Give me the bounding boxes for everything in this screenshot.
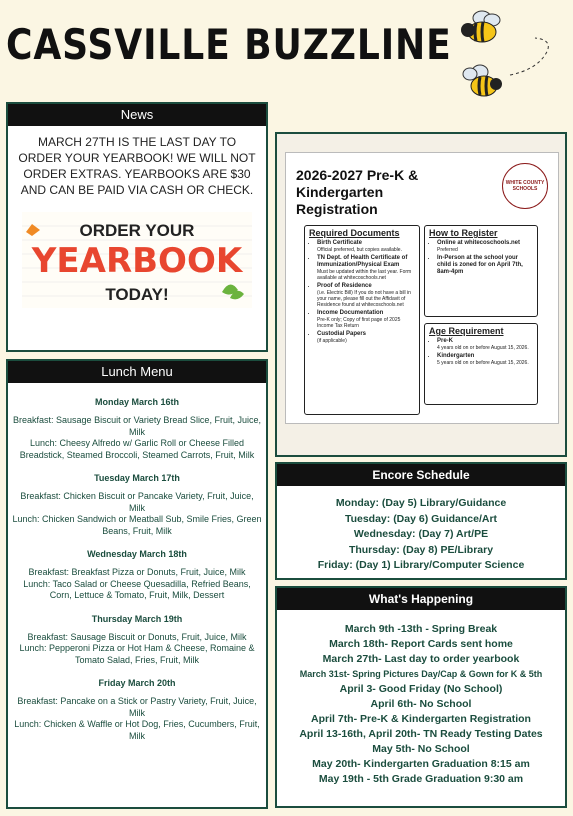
page-title: CASSVILLE BUZZLINE <box>6 20 452 69</box>
required-documents-box <box>304 225 420 415</box>
event-item: March 31st- Spring Pictures Day/Cap & Gown for K & 5th <box>299 669 543 679</box>
encore-item: Thursday: (Day 8) PE/Library <box>348 543 494 556</box>
registration-flyer-panel <box>275 132 567 457</box>
required-heading: Required Documents <box>309 228 400 238</box>
event-item: April 3- Good Friday (No School) <box>339 683 503 695</box>
event-item: May 20th- Kindergarten Graduation 8:15 am <box>312 758 530 770</box>
lunch-lunch: Lunch: Chicken & Waffle or Hot Dog, Fries, Cucumbers, Fruit, Milk <box>14 719 260 741</box>
lunch-lunch: Lunch: Pepperoni Pizza or Hot Ham & Cheese, Romaine & Tomato Salad, Fries, Fruit, Milk <box>19 643 255 665</box>
lunch-day: Monday March 16th <box>94 397 179 407</box>
event-item: March 9th -13th - Spring Break <box>344 623 498 635</box>
bee-icon <box>462 62 506 102</box>
age-heading: Age Requirement <box>429 326 504 336</box>
registration-title: 2026-2027 Pre-K & Kindergarten Registration <box>296 167 419 217</box>
encore-item: Monday: (Day 5) Library/Guidance <box>335 497 507 509</box>
news-panel <box>6 102 268 352</box>
lunch-day: Friday March 20th <box>98 678 176 688</box>
age-item: • Pre-K 4 years old on or before August 15, 2026. <box>437 338 533 351</box>
lunch-breakfast: Breakfast: Breakfast Pizza or Donuts, Fruit, Juice, Milk <box>28 567 246 577</box>
age-requirement-box <box>424 323 538 405</box>
required-item: • Custodial Papers (if applicable) <box>317 331 415 344</box>
whats-happening-panel <box>275 586 567 808</box>
seal-text: WHITE COUNTY SCHOOLS <box>505 180 545 192</box>
event-item: April 7th- Pre-K & Kindergarten Registration <box>311 713 531 725</box>
lunch-panel <box>6 359 268 809</box>
encore-panel <box>275 462 567 580</box>
event-item: March 27th- Last day to order yearbook <box>322 653 520 665</box>
event-item: May 19th - 5th Grade Graduation 9:30 am <box>318 773 524 785</box>
lunch-breakfast: Breakfast: Pancake on a Stick or Pastry Variety, Fruit, Juice, Milk <box>17 696 257 718</box>
lunch-breakfast: Breakfast: Chicken Biscuit or Pancake Variety, Fruit, Juice, Milk <box>20 491 254 513</box>
bee-trail-icon <box>505 30 565 80</box>
lunch-day: Thursday March 19th <box>91 613 183 624</box>
lunch-lunch: Lunch: Taco Salad or Cheese Quesadilla, Refried Beans, Corn, Lettuce & Tomato, Fruit, Milk, Dessert <box>23 578 251 600</box>
how-item: • Online at whitecoschools.net Preferred <box>437 240 533 253</box>
lunch-day: Tuesday March 17th <box>94 473 180 483</box>
news-heading: News <box>8 104 266 126</box>
event-item: March 18th- Report Cards sent home <box>329 638 513 650</box>
lunch-breakfast: Breakfast: Sausage Biscuit or Variety Bread Slice, Fruit, Juice, Milk <box>13 415 261 437</box>
promo-line2: YEARBOOK <box>31 241 243 281</box>
encore-item: Wednesday: (Day 7) Art/PE <box>353 528 489 540</box>
required-item: • Proof of Residence (i.e. Electric Bill) If you do not have a bill in your name, please fill out the Affidavit of Residence found at whitecoschools.net <box>317 283 415 308</box>
school-seal-icon <box>502 163 548 209</box>
required-item: • TN Dept. of Health Certificate of Immunization/Physical Exam Must be updated within the last year. Form available at whitecoschools.net <box>317 255 415 281</box>
how-heading: How to Register <box>429 228 498 238</box>
whats-heading: What's Happening <box>277 588 565 610</box>
encore-heading: Encore Schedule <box>277 464 565 486</box>
event-item: April 6th- No School <box>370 698 472 710</box>
lunch-heading: Lunch Menu <box>8 361 266 383</box>
event-item: April 13-16th, April 20th- TN Ready Testing Dates <box>299 728 543 740</box>
how-to-register-box <box>424 225 538 317</box>
registration-flyer <box>285 152 559 424</box>
age-item: • Kindergarten 5 years old on or before August 15, 2026. <box>437 353 533 366</box>
lunch-breakfast: Breakfast: Sausage Biscuit or Donuts, Fruit, Juice, Milk <box>27 631 247 642</box>
lunch-lunch: Lunch: Cheesy Alfredo w/ Garlic Roll or Cheese Filled Breadstick, Steamed Broccoli, Steamed Carrots, Fruit, Milk <box>19 438 255 460</box>
promo-line1: ORDER YOUR <box>79 221 195 240</box>
lunch-day: Wednesday March 18th <box>87 549 187 559</box>
yearbook-promo <box>22 212 252 308</box>
news-text: MARCH 27TH IS THE LAST DAY TO ORDER YOUR YEARBOOK! WE WILL NOT ORDER EXTRAS. YEARBOOKS ARE $30 AND CAN BE PAID VIA CASH OR CHECK. <box>18 135 256 197</box>
event-item: May 5th- No School <box>372 743 470 755</box>
bee-icon <box>452 8 502 48</box>
required-item: • Income Documentation Pre-K only; Copy of first page of 2025 Income Tax Return <box>317 310 415 329</box>
how-item: • In-Person at the school your child is zoned for on April 7th, 8am-4pm <box>437 255 533 276</box>
promo-line3: TODAY! <box>105 285 169 304</box>
encore-item: Friday: (Day 1) Library/Computer Science <box>317 559 525 571</box>
lunch-lunch: Lunch: Chicken Sandwich or Meatball Sub, Smile Fries, Green Beans, Fruit, Milk <box>12 514 262 536</box>
encore-item: Tuesday: (Day 6) Guidance/Art <box>344 512 498 525</box>
required-item: • Birth Certificate Official preferred, but copies available. <box>317 240 415 253</box>
